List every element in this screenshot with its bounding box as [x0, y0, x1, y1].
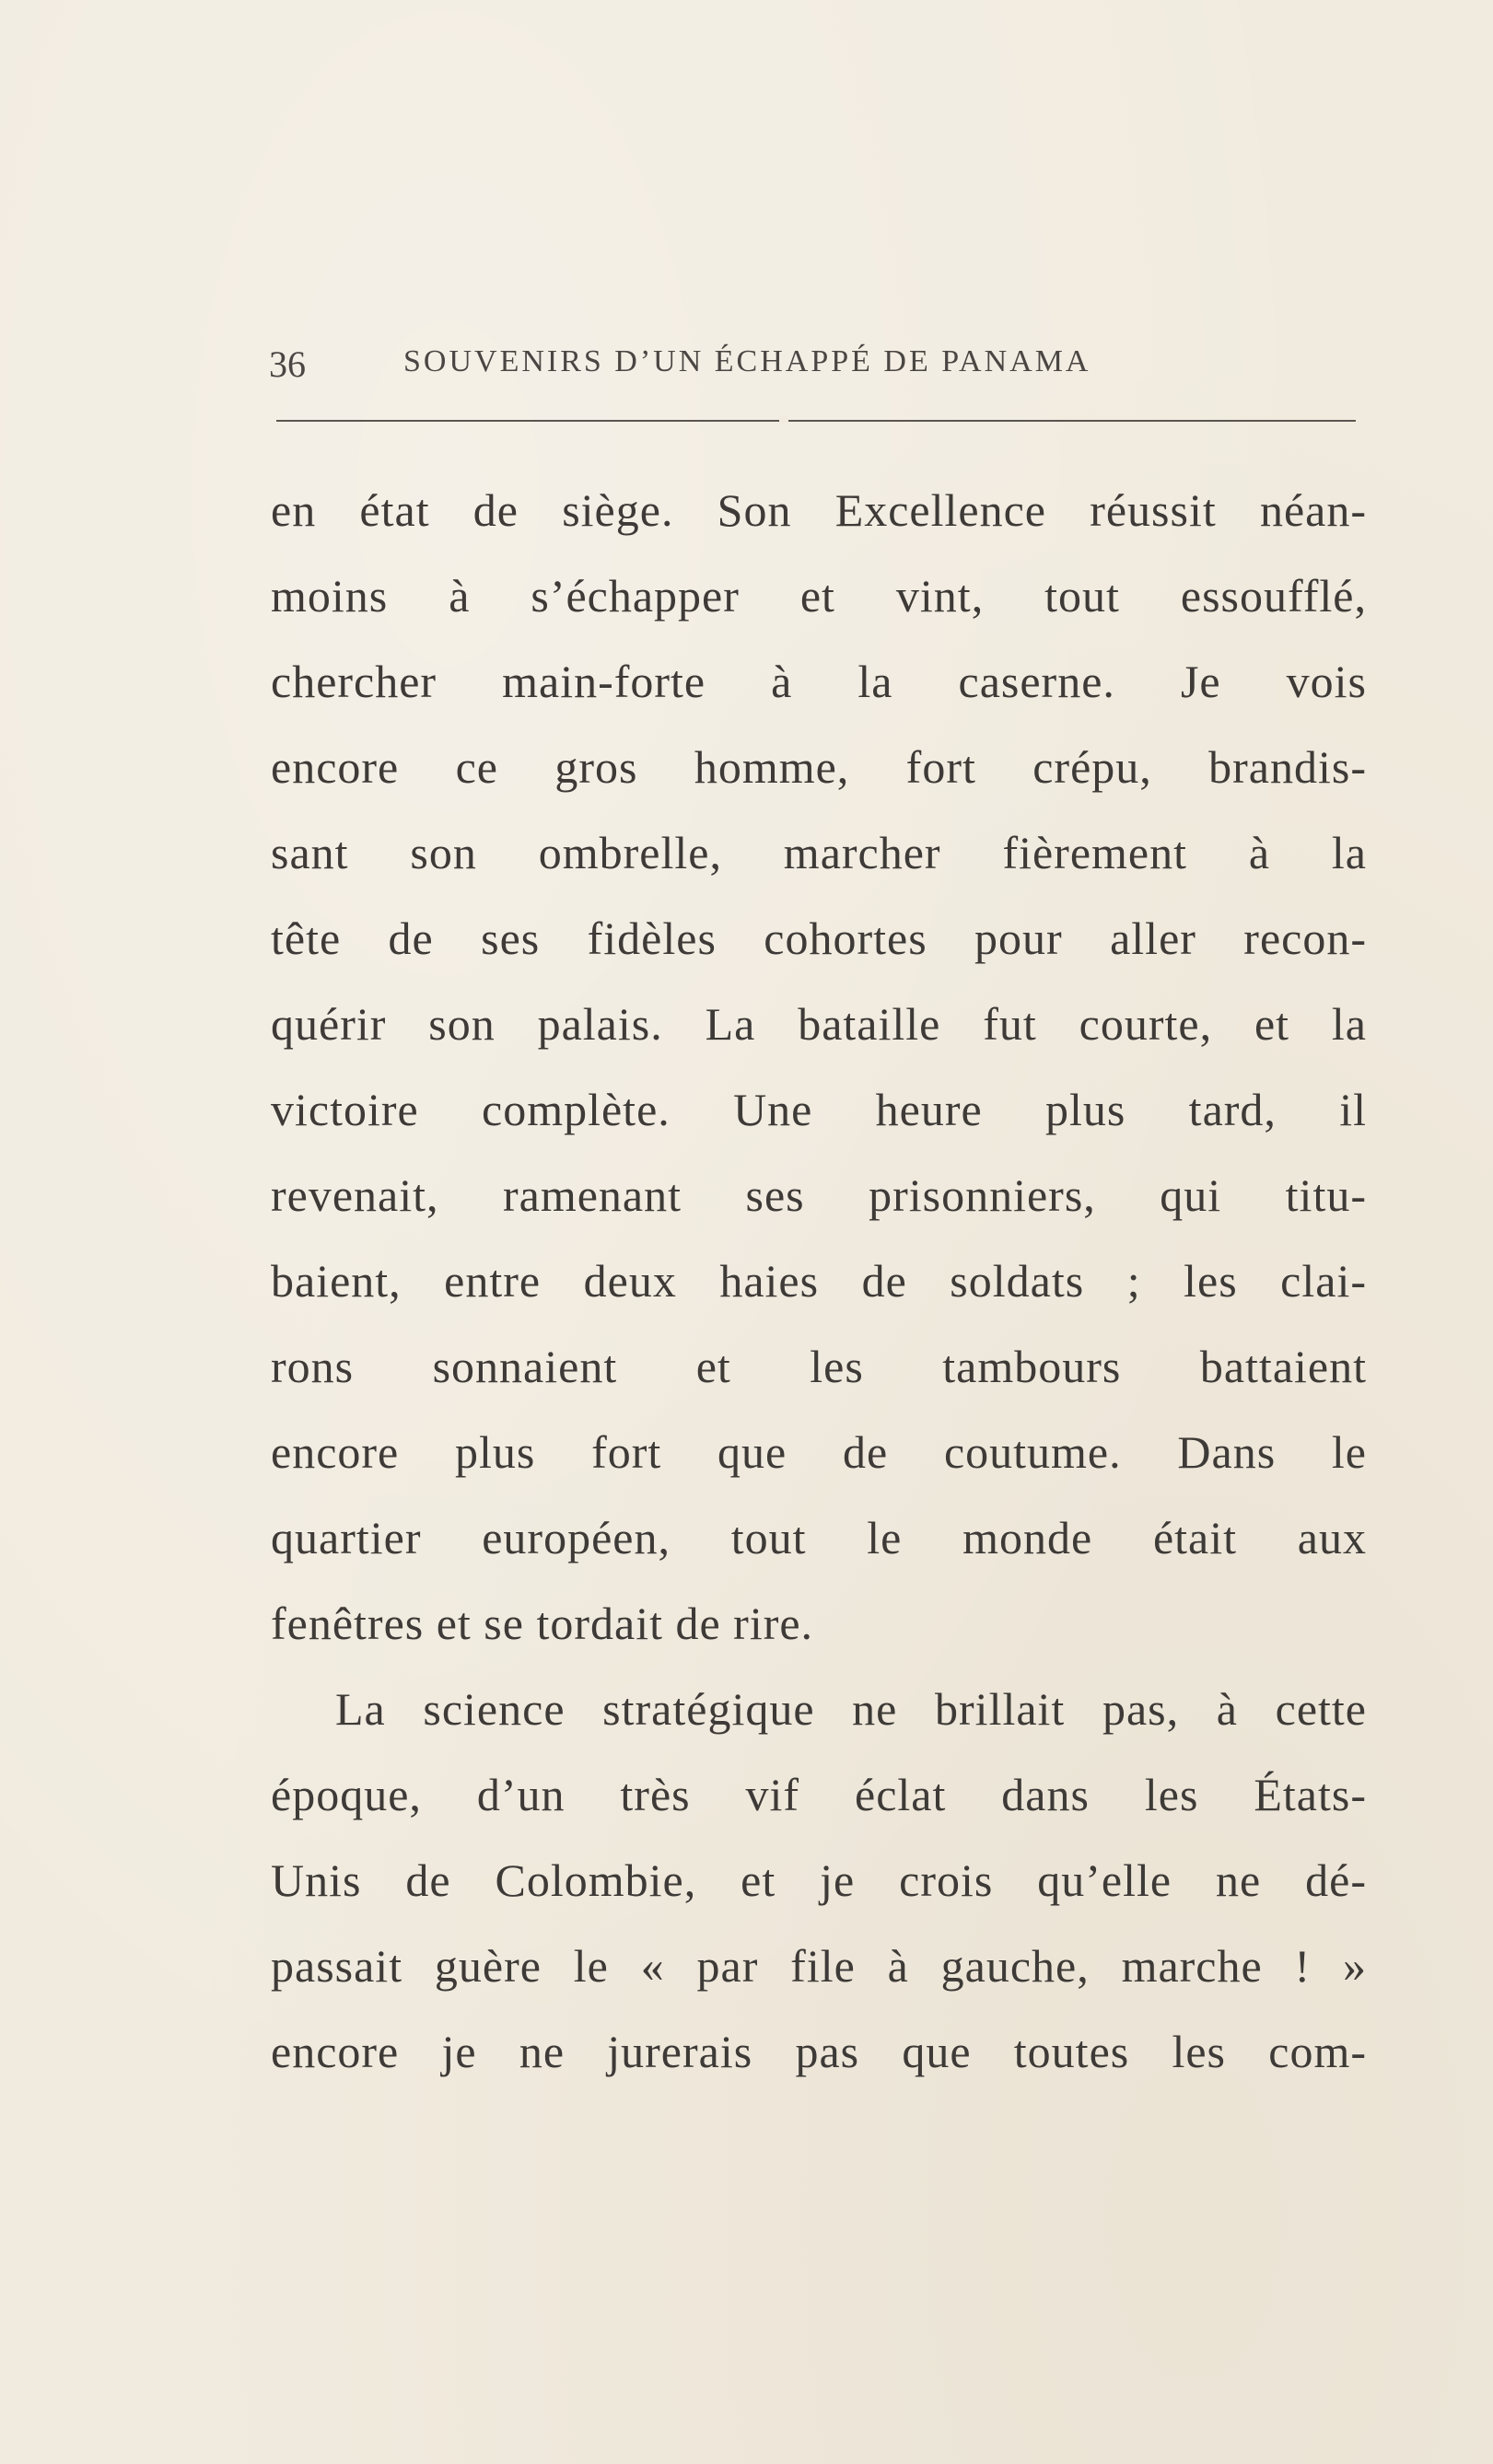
text-line: quartier européen, tout le monde était aux: [271, 1512, 1367, 1563]
text-line: baient, entre deux haies de soldats ; les clai-: [271, 1255, 1367, 1307]
text-line: encore je ne jurerais pas que toutes les com-: [271, 2026, 1367, 2077]
text-line: tête de ses fidèles cohortes pour aller recon-: [271, 912, 1367, 964]
text-line: époque, d’un très vif éclat dans les États-: [271, 1769, 1367, 1820]
text-line: sant son ombrelle, marcher fièrement à la: [271, 827, 1367, 878]
text-line: en état de siège. Son Excellence réussit néan-: [271, 484, 1367, 536]
text-line: chercher main-forte à la caserne. Je vois: [271, 656, 1367, 707]
text-line: quérir son palais. La bataille fut courte, et la: [271, 998, 1367, 1050]
text-line: Unis de Colombie, et je crois qu’elle ne dé-: [271, 1854, 1367, 1906]
text-line: encore ce gros homme, fort crépu, brandis-: [271, 741, 1367, 793]
running-head: [269, 337, 1356, 392]
body-text: [271, 468, 1367, 2095]
page-number: 36: [269, 343, 306, 385]
header-rule: [276, 420, 1356, 422]
text-line: encore plus fort que de coutume. Dans le: [271, 1426, 1367, 1478]
text-line: revenait, ramenant ses prisonniers, qui titu-: [271, 1169, 1367, 1221]
text-line: rons sonnaient et les tambours battaient: [271, 1341, 1367, 1392]
text-line: passait guère le « par file à gauche, marche ! »: [271, 1940, 1367, 1992]
text-line: victoire complète. Une heure plus tard, il: [271, 1084, 1367, 1135]
text-line-paragraph-start: La science stratégique ne brillait pas, à cette: [335, 1683, 1367, 1735]
text-line: fenêtres et se tordait de rire.: [271, 1598, 814, 1649]
header-rule-break: [779, 416, 788, 424]
text-line: moins à s’échapper et vint, tout essoufflé,: [271, 570, 1367, 622]
running-title: SOUVENIRS D’UN ÉCHAPPÉ DE PANAMA: [403, 344, 1091, 378]
